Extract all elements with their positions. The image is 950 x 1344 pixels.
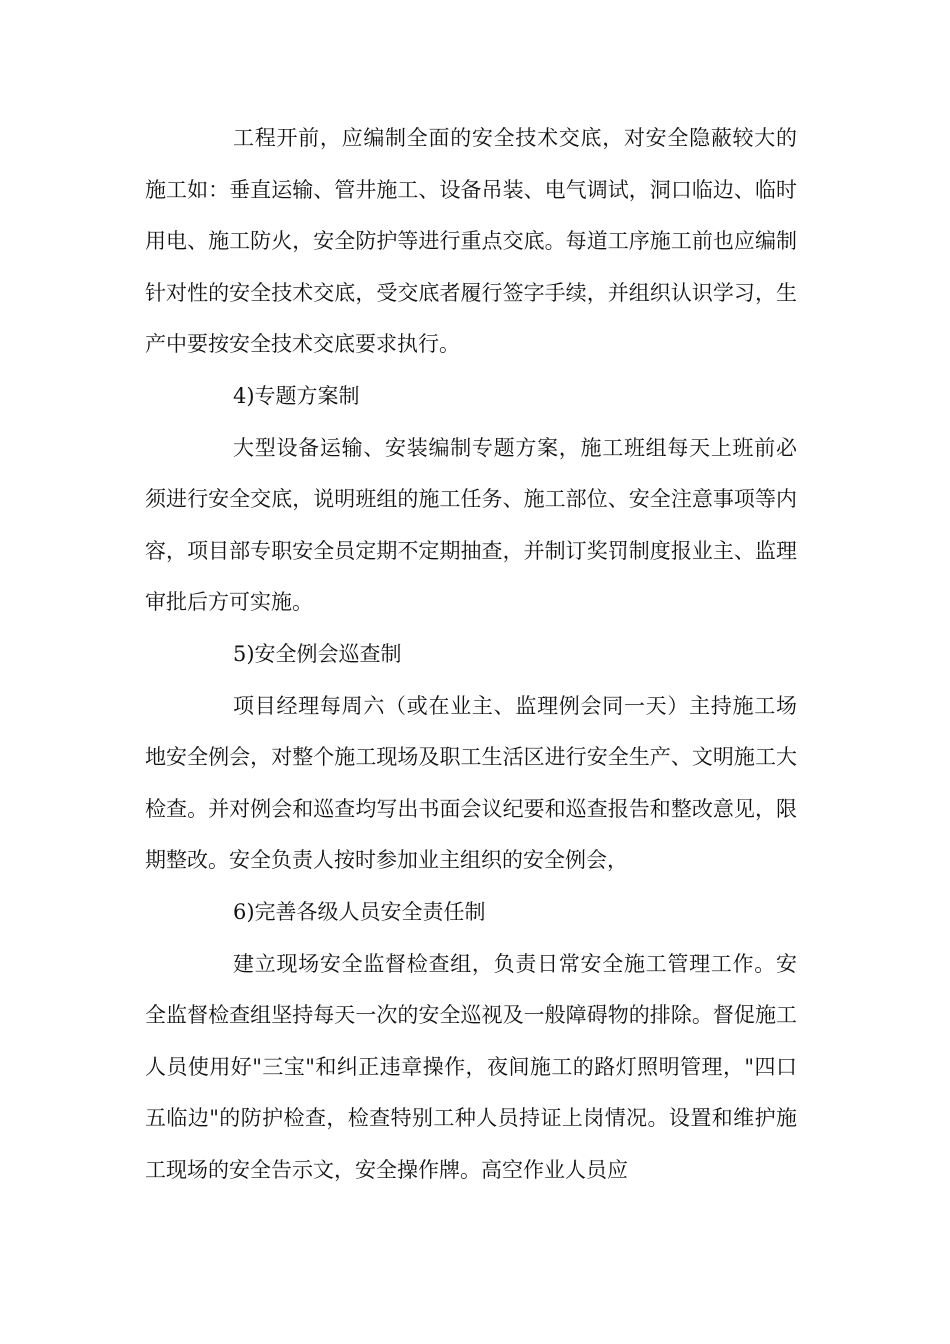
heading-safety-meeting: 5)安全例会巡查制 xyxy=(233,641,402,666)
heading-responsibility-system: 6)完善各级人员安全责任制 xyxy=(233,899,486,924)
paragraph-technical-briefing: 工程开前，应编制全面的安全技术交底，对安全隐蔽较大的施工如：垂直运输、管井施工、设备吊装、电气调试，洞口临边、临时用电、施工防火，安全防护等进行重点交底。每道工序施工前也应编制针对性的安全技术交底，受交底者履行签字手续，并组织认识学习，生产中要按安全技术交底要求执行。 xyxy=(145,126,797,357)
paragraph-responsibility-system: 建立现场安全监督检查组，负责日常安全施工管理工作。安全监督检查组坚持每天一次的安全巡视及一般障碍物的排除。督促施工人员使用好"三宝"和纠正违章操作，夜间施工的路灯照明管理，"四口五临边"的防护检查，检查特别工种人员持证上岗情况。设置和维护施工现场的安全告示文，安全操作牌。高空作业人员应 xyxy=(145,951,797,1182)
document-body xyxy=(145,113,797,1196)
heading-special-plan: 4)专题方案制 xyxy=(233,383,360,408)
paragraph-safety-meeting: 项目经理每周六（或在业主、监理例会同一天）主持施工场地安全例会，对整个施工现场及职工生活区进行安全生产、文明施工大检查。并对例会和巡查均写出书面会议纪要和巡查报告和整改意见，限期整改。安全负责人按时参加业主组织的安全例会， xyxy=(145,693,797,873)
paragraph-special-plan: 大型设备运输、安装编制专题方案，施工班组每天上班前必须进行安全交底，说明班组的施工任务、施工部位、安全注意事项等内容，项目部专职安全员定期不定期抽查，并制订奖罚制度报业主、监理审批后方可实施。 xyxy=(145,435,797,615)
